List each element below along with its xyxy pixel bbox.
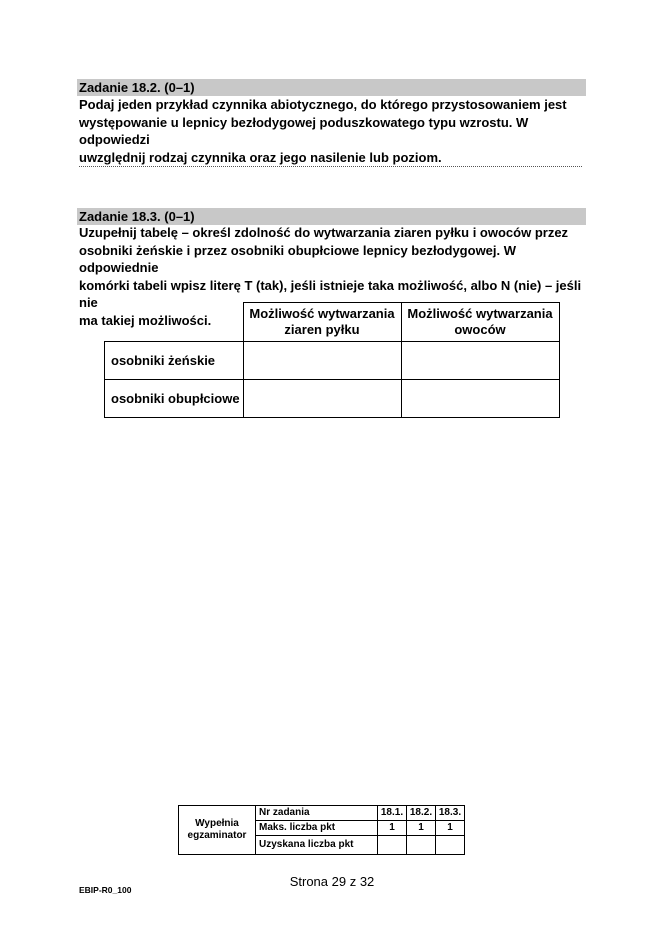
answer-cell-hermaphrodite-fruits[interactable] (401, 380, 559, 418)
row-label-task-number: Nr zadania (256, 806, 378, 821)
instruction-line: występowanie u lepnicy bezłodygowej poduszkowatego typu wzrostu. W odpowiedzi (79, 114, 529, 147)
max-points: 1 (436, 821, 465, 836)
row-label-female: osobniki żeńskie (105, 342, 244, 380)
instruction-line: uwzględnij rodzaj czynnika oraz jego nasilenie lub poziom. (79, 149, 442, 165)
row-label-hermaphrodite: osobniki obupłciowe (105, 380, 244, 418)
instruction-line: komórki tabeli wpisz literę T (tak), jeśli istnieje taka możliwość, albo N (nie) – jeśli nie (79, 277, 582, 310)
task-18-3-header: Zadanie 18.3. (0–1) (77, 208, 586, 225)
obtained-points-cell[interactable] (407, 836, 436, 855)
score-table (178, 805, 465, 855)
header-text: Możliwość wytwarzania (249, 306, 395, 321)
header-text: Możliwość wytwarzania (407, 306, 553, 321)
header-pollen (243, 303, 401, 342)
task-18-2-header: Zadanie 18.2. (0–1) (77, 79, 586, 96)
task-number: 18.1. (378, 806, 407, 821)
task-18-2-instructions (79, 96, 589, 166)
document-code: EBIP-R0_100 (79, 885, 132, 895)
examiner-label (179, 806, 256, 855)
instruction-line: ma takiej możliwości. (79, 312, 212, 328)
max-points: 1 (407, 821, 436, 836)
instruction-line: osobniki żeńskie i przez osobniki obupłciowe lepnicy bezłodygowej. W odpowiednie (79, 242, 517, 275)
task-number: 18.2. (407, 806, 436, 821)
table-corner (105, 303, 244, 342)
answer-cell-female-pollen[interactable] (243, 342, 401, 380)
header-fruits (401, 303, 559, 342)
row-label-max-points: Maks. liczba pkt (256, 821, 378, 836)
instruction-line: Podaj jeden przykład czynnika abiotycznego, do którego przystosowaniem jest (79, 97, 567, 112)
instruction-line: Uzupełnij tabelę – określ zdolność do wytwarzania ziaren pyłku i owoców przez (79, 225, 569, 240)
answer-table (104, 302, 560, 418)
examiner-text: egzaminator (187, 830, 247, 841)
answer-cell-hermaphrodite-pollen[interactable] (243, 380, 401, 418)
examiner-text: Wypełnia (195, 818, 239, 829)
header-text: owoców (454, 322, 506, 337)
page-number: Strona 29 z 32 (289, 874, 375, 889)
max-points: 1 (378, 821, 407, 836)
obtained-points-cell[interactable] (378, 836, 407, 855)
row-label-obtained-points: Uzyskana liczba pkt (256, 836, 378, 855)
answer-line[interactable] (79, 158, 582, 167)
answer-cell-female-fruits[interactable] (401, 342, 559, 380)
obtained-points-cell[interactable] (436, 836, 465, 855)
task-number: 18.3. (436, 806, 465, 821)
header-text: ziaren pyłku (284, 322, 360, 337)
